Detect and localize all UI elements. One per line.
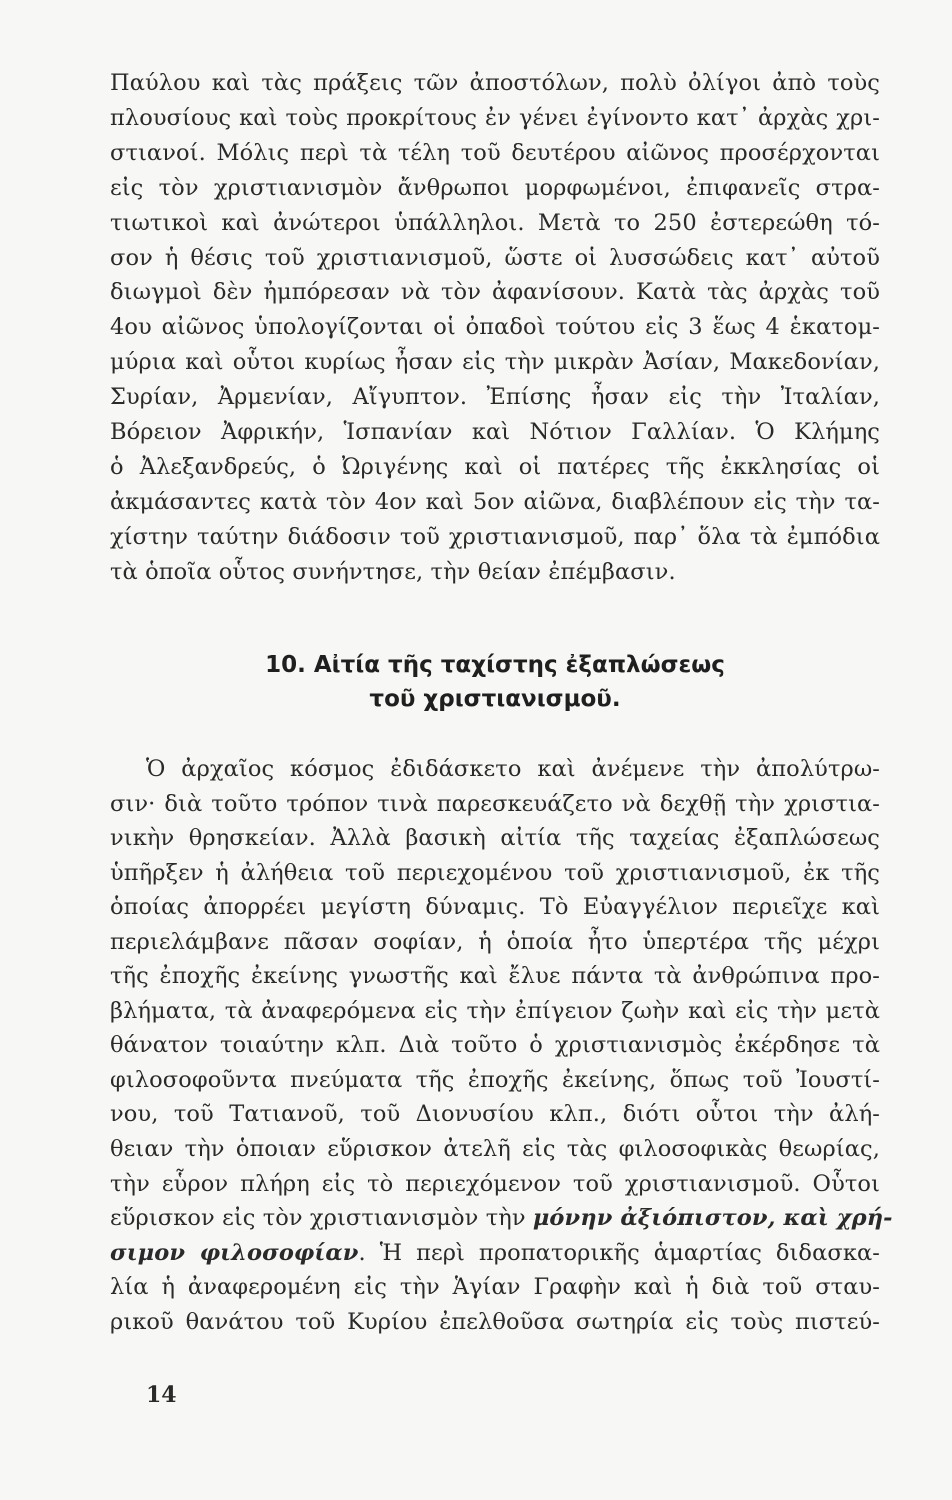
- text-line: νου, τοῦ Τατιανοῦ, τοῦ Διονυσίου κλπ., διότι οὗτοι τὴν ἀλή-: [110, 1101, 880, 1128]
- text-line: σον ἡ θέσις τοῦ χριστιανισμοῦ, ὥστε οἱ λυσσώδεις κατ᾽ αὐτοῦ: [110, 244, 880, 271]
- text-line: χίστην ταύτην διάδοσιν τοῦ χριστιανισμοῦ, παρ᾽ ὅλα τὰ ἐμπόδια: [110, 523, 880, 550]
- text-line: περιελάμβανε πᾶσαν σοφίαν, ἡ ὁποία ἦτο ὑπερτέρα τῆς μέχρι: [110, 928, 880, 955]
- text-segment: . Ἡ περὶ προπατορικῆς ἁμαρτίας διδασκα-: [358, 1239, 880, 1266]
- text-line: λία ἡ ἀναφερομένη εἰς τὴν Ἁγίαν Γραφὴν καὶ ἡ διὰ τοῦ σταυ-: [110, 1274, 880, 1301]
- text-line: Παύλου καὶ τὰς πράξεις τῶν ἀποστόλων, πολὺ ὀλίγοι ἀπὸ τοὺς: [110, 70, 880, 96]
- text-line: μύρια καὶ οὗτοι κυρίως ἦσαν εἰς τὴν μικρὰν Ἀσίαν, Μακεδονίαν,: [110, 349, 880, 376]
- text-line: φιλοσοφοῦντα πνεύματα τῆς ἐποχῆς ἐκείνης, ὅπως τοῦ Ἰουστί-: [110, 1066, 880, 1093]
- text-line: Ὁ ἀρχαῖος κόσμος ἐδιδάσκετο καὶ ἀνέμενε τὴν ἀπολύτρω-: [146, 756, 880, 782]
- text-line: θειαν τὴν ὁποιαν εὕρισκον ἀτελῆ εἰς τὰς φιλοσοφικὰς θεωρίας,: [110, 1136, 880, 1163]
- text-line: τιωτικοὶ καὶ ἀνώτεροι ὑπάλληλοι. Μετὰ το 250 ἐστερεώθη τό-: [110, 209, 880, 236]
- section-heading-line-1: 10. Αἰτία τῆς ταχίστης ἐξαπλώσεως: [265, 652, 725, 678]
- text-line: τὰ ὁποῖα οὗτος συνήντησε, τὴν θείαν ἐπέμβασιν.: [110, 558, 676, 585]
- text-line: θάνατον τοιαύτην κλπ. Διὰ τοῦτο ὁ χριστιανισμὸς ἐκέρδησε τὰ: [110, 1032, 880, 1059]
- text-line: βλήματα, τὰ ἀναφερόμενα εἰς τὴν ἐπίγειον ζωὴν καὶ εἰς τὴν μετὰ: [110, 997, 880, 1024]
- text-line: νικὴν θρησκείαν. Ἀλλὰ βασικὴ αἰτία τῆς ταχείας ἐξαπλώσεως: [110, 825, 880, 852]
- section-heading-line-2: τοῦ χριστιανισμοῦ.: [369, 686, 621, 712]
- text-line: [110, 1201, 893, 1236]
- section-heading: [110, 648, 880, 716]
- text-line: Βόρειον Ἀφρικήν, Ἱσπανίαν καὶ Νότιον Γαλλίαν. Ὁ Κλήμης: [110, 419, 880, 446]
- paragraph-continuation: [110, 66, 880, 590]
- text-line: ρικοῦ θανάτου τοῦ Κυρίου ἐπελθοῦσα σωτηρία εἰς τοὺς πιστεύ-: [110, 1308, 880, 1335]
- emphasis-text: μόνην ἀξιόπιστον, καὶ χρή-: [532, 1205, 893, 1232]
- text-line: εἰς τὸν χριστιανισμὸν ἄνθρωποι μορφωμένοι, ἐπιφανεῖς στρα-: [110, 174, 880, 201]
- text-line: διωγμοὶ δὲν ἠμπόρεσαν νὰ τὸν ἀφανίσουν. Κατὰ τὰς ἀρχὰς τοῦ: [110, 279, 880, 306]
- text-line: 4ου αἰῶνος ὑπολογίζονται οἱ ὀπαδοὶ τούτου εἰς 3 ἕως 4 ἑκατομ-: [110, 314, 880, 341]
- text-line: τῆς ἐποχῆς ἐκείνης γνωστῆς καὶ ἔλυε πάντα τὰ ἀνθρώπινα προ-: [110, 963, 880, 990]
- text-line: ὁ Ἀλεξανδρεύς, ὁ Ὠριγένης καὶ οἱ πατέρες τῆς ἐκκλησίας οἱ: [110, 453, 880, 480]
- text-line: ὑπῆρξεν ἡ ἀλήθεια τοῦ περιεχομένου τοῦ χριστιανισμοῦ, ἐκ τῆς: [110, 859, 880, 886]
- text-line: ἀκμάσαντες κατὰ τὸν 4ον καὶ 5ον αἰῶνα, διαβλέπουν εἰς τὴν τα-: [110, 488, 880, 515]
- text-line: πλουσίους καὶ τοὺς προκρίτους ἐν γένει ἐγίνοντο κατ᾽ ἀρχὰς χρι-: [110, 104, 880, 131]
- text-line: σιν· διὰ τοῦτο τρόπον τινὰ παρεσκευάζετο νὰ δεχθῇ τὴν χριστια-: [110, 790, 880, 817]
- emphasis-text: σιμον φιλοσοφίαν: [110, 1239, 359, 1266]
- text-line: τὴν εὗρον πλήρη εἰς τὸ περιεχόμενον τοῦ χριστιανισμοῦ. Οὗτοι: [110, 1170, 880, 1197]
- text-line: Συρίαν, Ἀρμενίαν, Αἴγυπτον. Ἐπίσης ἦσαν εἰς τὴν Ἰταλίαν,: [110, 384, 880, 411]
- text-line: [110, 1236, 880, 1271]
- text-line: ὁποίας ἀπορρέει μεγίστη δύναμις. Τὸ Εὐαγγέλιον περιεῖχε καὶ: [110, 894, 880, 921]
- text-line: στιανοί. Μόλις περὶ τὰ τέλη τοῦ δευτέρου αἰῶνος προσέρχονται: [110, 139, 880, 166]
- text-segment: εὕρισκον εἰς τὸν χριστιανισμὸν τὴν: [110, 1205, 533, 1232]
- paragraph-section-10: [110, 752, 893, 1339]
- page-number: 14: [146, 1382, 177, 1408]
